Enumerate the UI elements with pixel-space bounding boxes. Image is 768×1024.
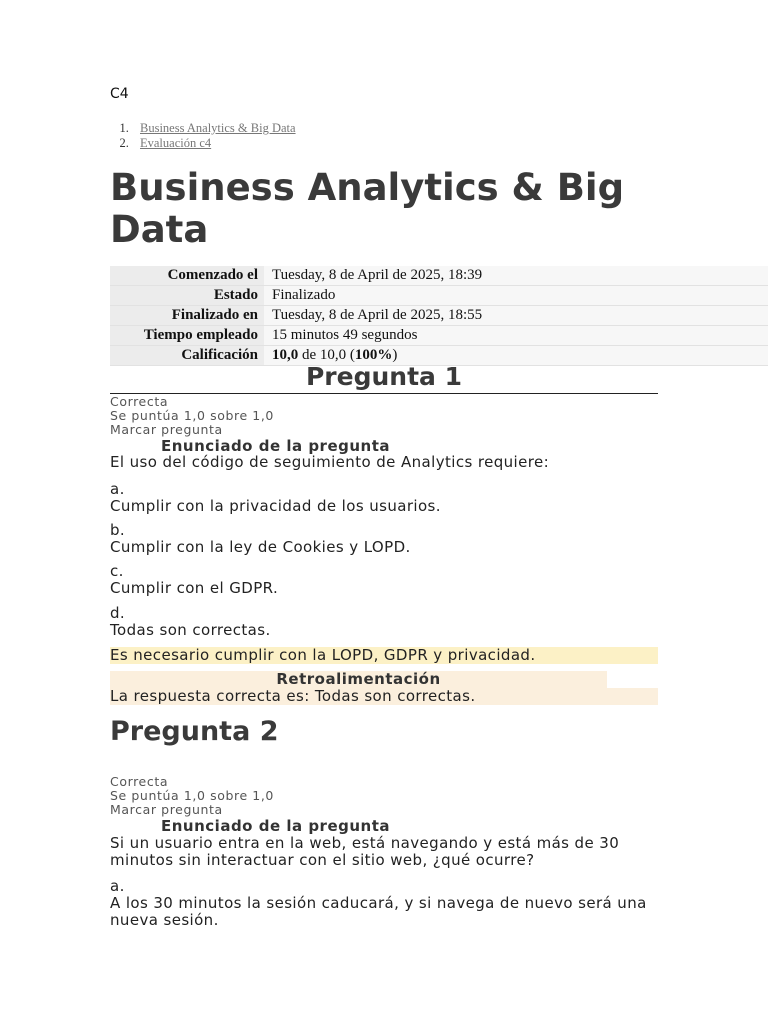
feedback-heading: Retroalimentación (110, 671, 607, 688)
summary-value: Tuesday, 8 de April de 2025, 18:39 (264, 266, 768, 286)
flag-question-link[interactable]: Marcar pregunta (110, 802, 223, 817)
grade-percent: 100% (354, 347, 393, 363)
page-title: Business Analytics & Big Data (110, 166, 625, 251)
breadcrumb (110, 121, 296, 151)
question-2-info (110, 775, 274, 817)
attempt-summary-table (110, 266, 768, 366)
question-2-prompt-heading: Enunciado de la pregunta (161, 817, 391, 835)
summary-row (110, 286, 768, 306)
answer-letter: a. (110, 480, 125, 498)
answer-text: Cumplir con la ley de Cookies y LOPD. (110, 538, 411, 556)
answer-letter: c. (110, 562, 124, 580)
answer-text: A los 30 minutos la sesión caducará, y si navega de nuevo será una nueva sesión. (110, 894, 647, 929)
grade-max: de 10,0 ( (302, 347, 355, 363)
breadcrumb-link-evaluation[interactable]: Evaluación c4 (140, 136, 212, 150)
grade-close: ) (392, 347, 398, 363)
breadcrumb-item (132, 136, 296, 151)
summary-label: Tiempo empleado (110, 326, 264, 346)
summary-label: Estado (110, 286, 264, 306)
summary-label: Comenzado el (110, 266, 264, 286)
summary-label: Finalizado en (110, 306, 264, 326)
grade-value: 10,0 (272, 347, 299, 363)
specific-feedback: Es necesario cumplir con la LOPD, GDPR y privacidad. (110, 647, 658, 664)
answer-option-c[interactable] (110, 563, 658, 597)
answer-text: Cumplir con el GDPR. (110, 579, 279, 597)
question-1-text: El uso del código de seguimiento de Analytics requiere: (110, 453, 550, 471)
question-grade: Se puntúa 1,0 sobre 1,0 (110, 408, 274, 423)
summary-value: Finalizado (264, 286, 768, 306)
breadcrumb-item (132, 121, 296, 136)
breadcrumb-link-course[interactable]: Business Analytics & Big Data (140, 121, 296, 135)
question-1-prompt-heading: Enunciado de la pregunta (161, 437, 391, 455)
course-code: C4 (110, 86, 129, 102)
answer-letter: a. (110, 877, 125, 895)
question-2-text: Si un usuario entra en la web, está navegando y está más de 30 minutos sin interactuar con el sitio web, ¿qué ocurre? (110, 834, 620, 869)
summary-value: 15 minutos 49 segundos (264, 326, 768, 346)
answer-option-a[interactable] (110, 481, 658, 515)
answer-text: Todas son correctas. (110, 621, 271, 639)
summary-value: Tuesday, 8 de April de 2025, 18:55 (264, 306, 768, 326)
summary-row (110, 306, 768, 326)
question-grade: Se puntúa 1,0 sobre 1,0 (110, 788, 274, 803)
summary-row (110, 266, 768, 286)
answer-letter: b. (110, 521, 126, 539)
answer-option-d[interactable] (110, 605, 658, 639)
question-2-title: Pregunta 2 (110, 716, 279, 747)
flag-question-link[interactable]: Marcar pregunta (110, 422, 223, 437)
answer-text: Cumplir con la privacidad de los usuarios. (110, 497, 441, 515)
answer-option-a[interactable] (110, 878, 658, 929)
right-answer: La respuesta correcta es: Todas son correctas. (110, 688, 658, 705)
question-state: Correcta (110, 774, 169, 789)
summary-label: Calificación (110, 346, 264, 366)
question-state: Correcta (110, 394, 169, 409)
question-1-title: Pregunta 1 (110, 362, 658, 394)
answer-option-b[interactable] (110, 522, 658, 556)
question-1-info (110, 395, 274, 437)
answer-letter: d. (110, 604, 126, 622)
summary-row (110, 326, 768, 346)
